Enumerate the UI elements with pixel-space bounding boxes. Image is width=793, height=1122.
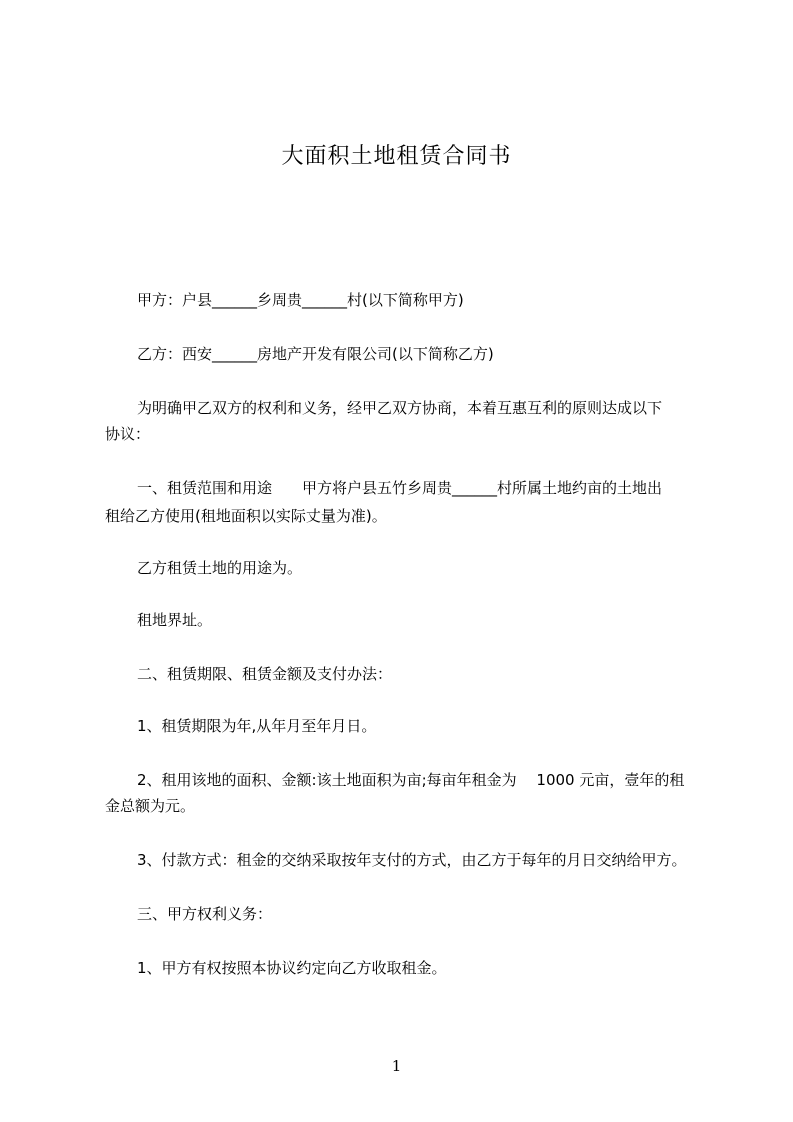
- section-1-line-2: 租给乙方使用(租地面积以实际丈量为准)。: [105, 507, 387, 525]
- document-title: 大面积土地租赁合同书: [281, 144, 512, 169]
- section-1-line-1: 一、租赁范围和用途 甲方将户县五竹乡周贵______村所属土地约亩的土地出: [137, 479, 663, 497]
- page-number: 1: [391, 1057, 402, 1075]
- clause-2-3: 3、付款方式：租金的交纳采取按年支付的方式，由乙方于每年的月日交纳给甲方。: [137, 851, 687, 869]
- intro-paragraph-line-2: 协议：: [105, 425, 151, 443]
- clause-2-2-line-2: 金总额为元。: [105, 797, 196, 815]
- clause-2-1: 1、租赁期限为年,从年月至年月日。: [137, 717, 377, 735]
- clause-2-2-line-1: 2、租用该地的面积、金额:该土地面积为亩;每亩年租金为 1000 元亩，壹年的租: [137, 771, 685, 789]
- intro-paragraph-line-1: 为明确甲乙双方的权利和义务，经甲乙双方协商，本着互惠互利的原则达成以下: [137, 399, 663, 417]
- section-3-heading: 三、甲方权利义务：: [137, 905, 273, 923]
- section-2-heading: 二、租赁期限、租赁金额及支付办法：: [137, 665, 393, 683]
- party-b-line: 乙方：西安______房地产开发有限公司(以下简称乙方): [137, 345, 494, 363]
- party-a-line: 甲方：户县______乡周贵______村(以下简称甲方): [137, 291, 464, 309]
- clause-3-1: 1、甲方有权按照本协议约定向乙方收取租金。: [137, 959, 447, 977]
- land-boundary-line: 租地界址。: [137, 611, 213, 629]
- land-purpose-line: 乙方租赁土地的用途为。: [137, 559, 303, 577]
